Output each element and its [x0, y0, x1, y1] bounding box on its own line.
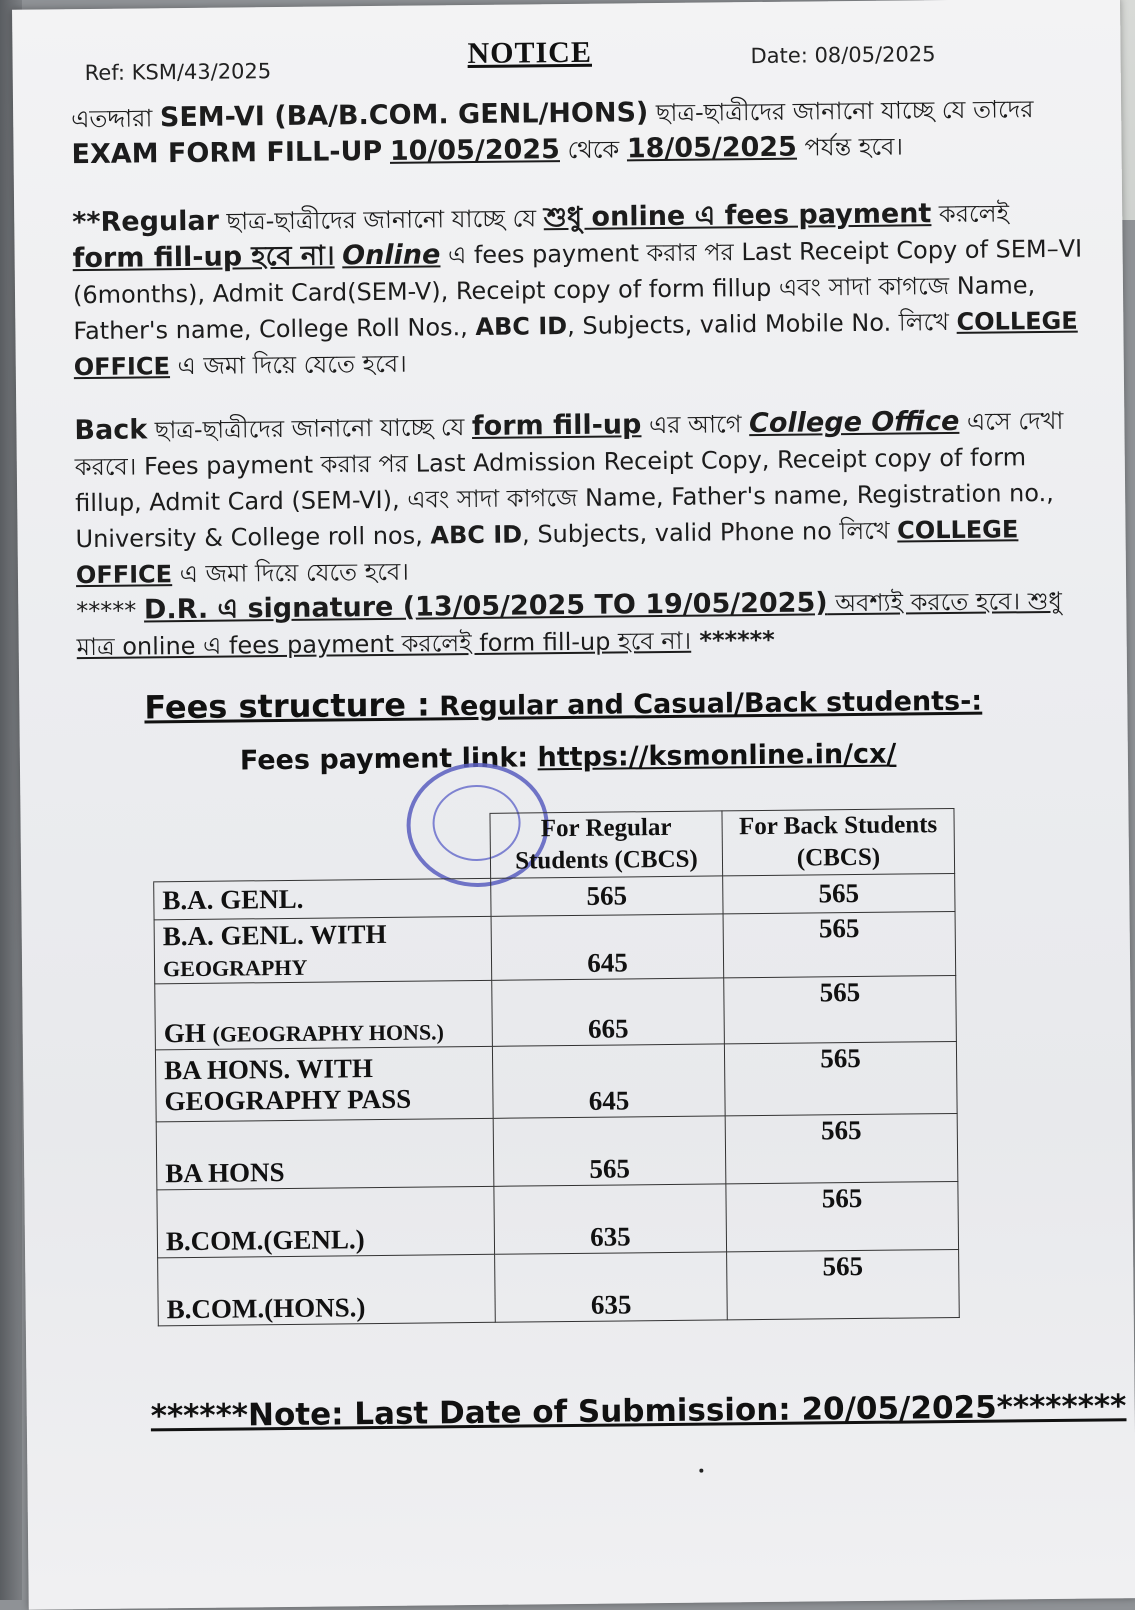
fees-title-sub: Regular and Casual/Back students-: — [429, 685, 983, 723]
row-name — [154, 916, 492, 984]
p3-back: Back — [74, 414, 148, 447]
p2-form-fillup: form fill-up হবে না। — [72, 240, 335, 275]
row-name — [155, 1046, 493, 1122]
table-row — [154, 911, 956, 983]
row-name-line1: GH — [163, 1017, 206, 1049]
row-regular-fee: 565 — [493, 1116, 726, 1186]
table-header-blank — [153, 813, 491, 882]
p1-end-date: 18/05/2025 — [626, 131, 798, 165]
p2-online: Online — [341, 239, 441, 272]
header-regular: For Regular Students (CBCS) — [490, 811, 723, 878]
paragraph-regular — [72, 195, 1084, 386]
table-row — [155, 1041, 957, 1121]
row-name-line2: GEOGRAPHY PASS — [164, 1083, 412, 1116]
p3-text: , Subjects, valid Phone no লিখে — [521, 516, 898, 549]
row-name-line1: B.A. GENL. WITH — [162, 918, 387, 951]
row-name: B.COM.(GENL.) — [157, 1186, 495, 1258]
p3-college-office-2: COLLEGE OFFICE — [75, 515, 1019, 590]
p2-text: করলেই — [931, 199, 1010, 229]
p3-stars: ****** — [690, 625, 775, 655]
row-regular-fee: 635 — [495, 1252, 728, 1322]
p1-sem: SEM-VI (BA/B.COM. GENL/HONS) — [159, 97, 649, 134]
p3-dr-signature: D.R. এ signature (13/05/2025 TO 19/05/2025) — [143, 587, 828, 626]
header-back: For Back Students (CBCS) — [722, 808, 955, 875]
p1-text: এতদ্দারা — [71, 104, 161, 134]
p2-abc-id: ABC ID — [475, 312, 568, 341]
p1-start-date: 10/05/2025 — [389, 134, 561, 167]
row-regular-fee: 665 — [492, 978, 725, 1046]
p1-text: ছাত্র-ছাত্রীদের জানানো যাচ্ছে যে তাদের — [648, 95, 1034, 128]
p2-online-fees: শুধু online এ fees payment — [543, 198, 932, 234]
p2-text: ছাত্র-ছাত্রীদের জানানো যাচ্ছে যে — [218, 204, 544, 236]
p3-form-fillup: form fill-up — [471, 409, 642, 443]
fees-title-main: Fees structure : — [144, 685, 431, 727]
p3-text: ছাত্র-ছাত্রীদের জানানো যাচ্ছে যে — [147, 413, 473, 445]
fees-link-url[interactable]: https://ksmonline.in/cx/ — [537, 738, 897, 774]
p1-text: থেকে — [559, 135, 628, 165]
table-header-row — [153, 808, 955, 881]
submission-note: ******Note: Last Date of Submission: 20/05/2025******** — [150, 1388, 1127, 1435]
p3-text: এসে দেখা করবে। Fees payment করার পর Last Admission Receipt Copy, Receipt copy of form fillup, Admit Card (SEM-VI), এবং সাদা কাগজে Name, Father's name, Registration no., University & College roll nos, — [74, 406, 1064, 554]
p1-exam-form: EXAM FORM FILL-UP — [71, 135, 383, 171]
row-back-fee: 565 — [724, 1041, 957, 1115]
p2-text: , Subjects, valid Mobile No. লিখে — [566, 307, 957, 341]
paragraph-exam-form — [71, 91, 1082, 174]
p1-text: পর্যন্ত হবে। — [796, 132, 904, 162]
row-name: BA HONS — [156, 1118, 494, 1190]
notice-paper — [12, 0, 1135, 1610]
p3-abc-id: ABC ID — [430, 520, 523, 550]
table-row — [156, 1113, 958, 1189]
row-name-line2: GEOGRAPHY — [162, 954, 308, 981]
fees-payment-link — [240, 739, 897, 777]
row-back-fee: 565 — [723, 911, 956, 977]
notice-date: Date: 08/05/2025 — [750, 42, 936, 69]
table-row — [157, 1181, 959, 1257]
p3-text: এর আগে — [641, 410, 750, 440]
p3-college-office: College Office — [748, 405, 960, 440]
p2-college-office: COLLEGE OFFICE — [73, 306, 1078, 382]
table-row — [158, 1249, 960, 1325]
p2-regular: **Regular — [72, 205, 220, 239]
row-back-fee: 565 — [727, 1249, 960, 1319]
row-name — [155, 980, 493, 1050]
paper-dot — [699, 1469, 703, 1473]
notice-title: NOTICE — [467, 35, 593, 71]
row-back-fee: 565 — [726, 1181, 959, 1251]
row-name: B.A. GENL. — [154, 878, 491, 920]
row-back-fee: 565 — [724, 975, 957, 1043]
row-back-fee: 565 — [725, 1113, 958, 1183]
row-name-line2: (GEOGRAPHY HONS.) — [212, 1019, 445, 1047]
p3-text: এ জমা দিয়ে যেতে হবে। — [171, 557, 410, 589]
row-regular-fee: 565 — [491, 876, 723, 916]
reference-number: Ref: KSM/43/2025 — [84, 59, 272, 86]
table-row — [155, 975, 957, 1049]
row-back-fee: 565 — [723, 873, 955, 913]
p3-stars: ***** — [76, 596, 145, 626]
p3-warning: অবশ্যই করতে হবে। শুধু মাত্র online এ fees payment করলেই form fill-up হবে না। — [76, 586, 1063, 662]
p2-text: এ জমা দিয়ে যেতে হবে। — [169, 349, 407, 381]
fees-link-label: Fees payment link: — [239, 742, 538, 777]
paragraph-back — [74, 403, 1087, 666]
fees-structure-title — [144, 680, 982, 727]
row-regular-fee: 635 — [494, 1184, 727, 1254]
p2-text: এ fees payment করার পর Last Receipt Copy of SEM–VI (6months), Admit Card(SEM-V), Receipt copy of form fillup এবং সাদা কাগজে Name, Father's name, College Roll Nos., — [72, 234, 1083, 346]
fees-table — [152, 808, 959, 1326]
row-regular-fee: 645 — [492, 1044, 725, 1118]
row-name-line1: BA HONS. WITH — [163, 1052, 374, 1085]
row-regular-fee: 645 — [491, 914, 724, 980]
row-name: B.COM.(HONS.) — [158, 1254, 496, 1326]
